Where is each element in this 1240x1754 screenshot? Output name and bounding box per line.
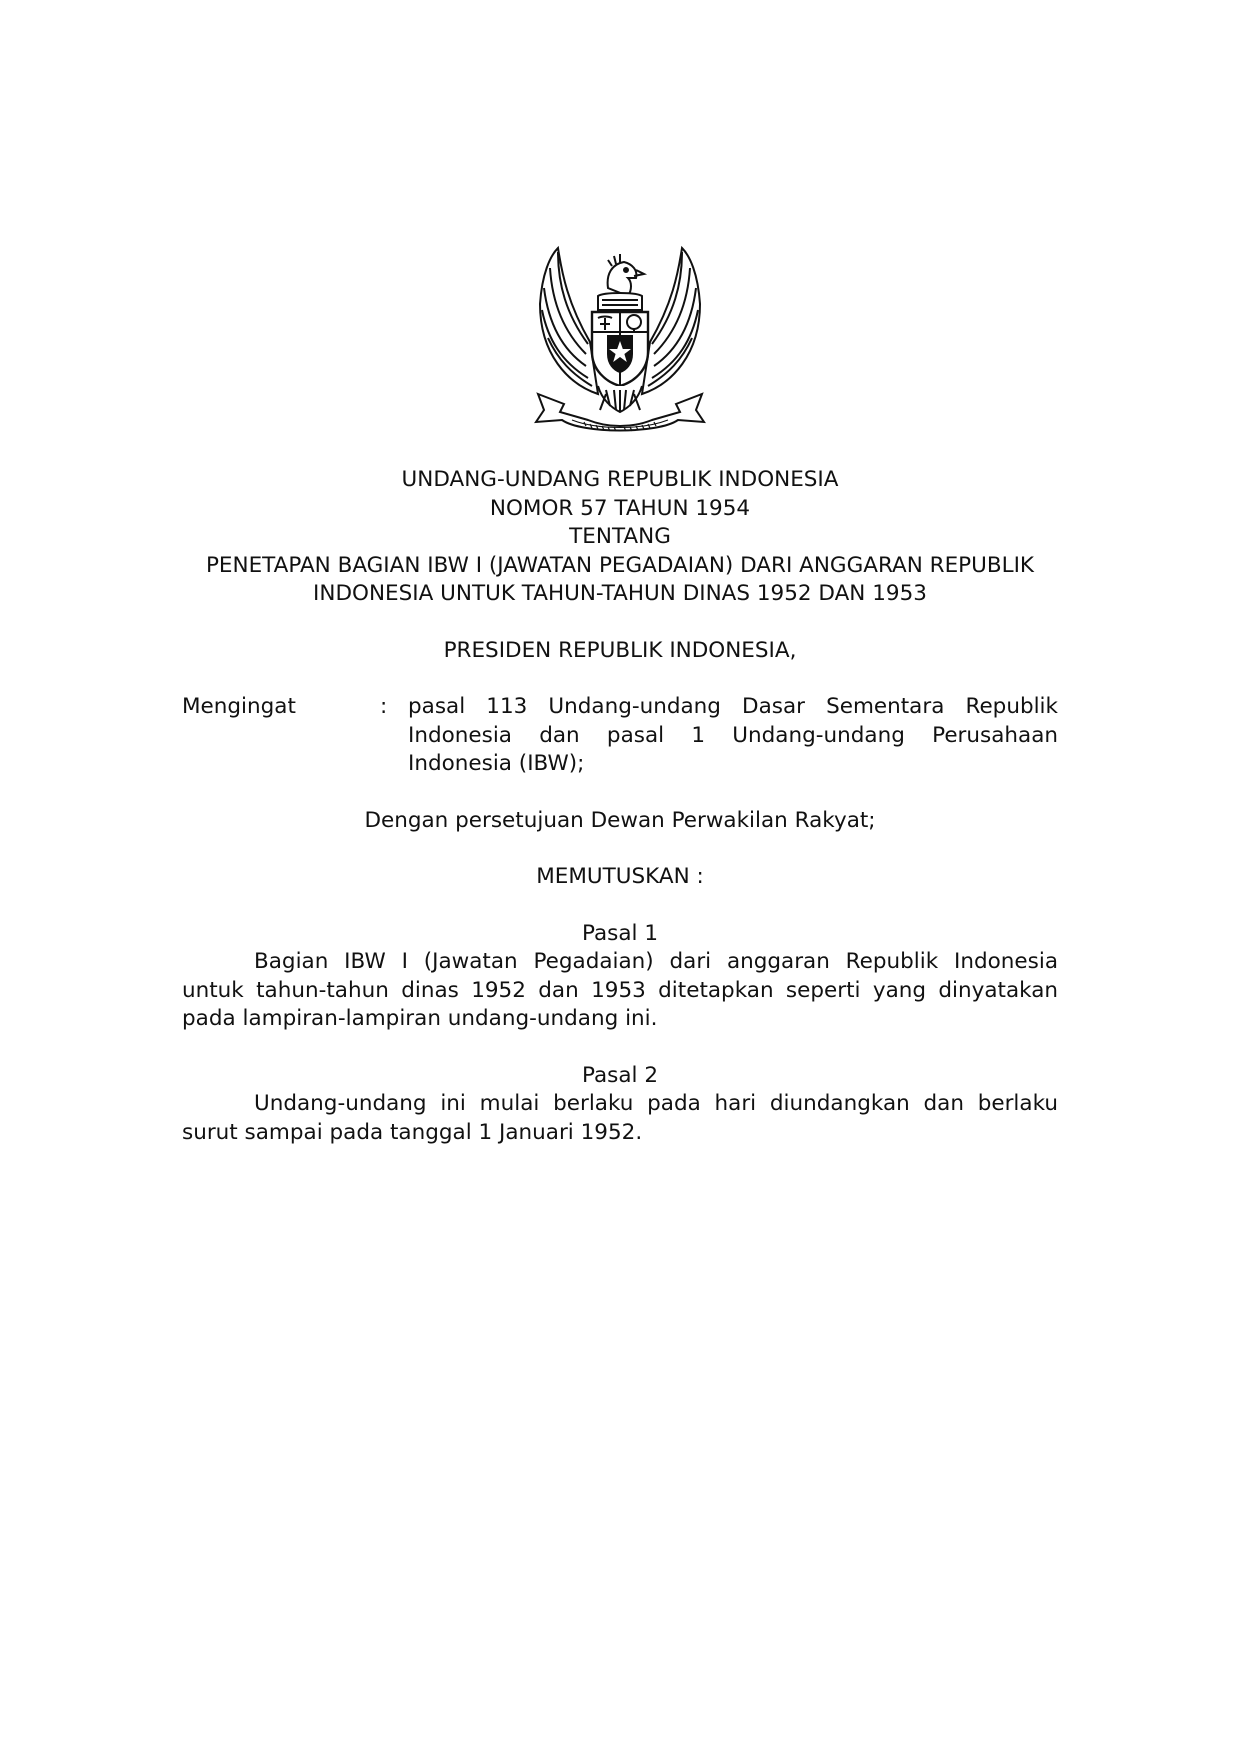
title-line: UNDANG-UNDANG REPUBLIK INDONESIA xyxy=(401,467,839,492)
persetujuan-line: Dengan persetujuan Dewan Perwakilan Rakyat; xyxy=(364,807,876,833)
pasal-heading: Pasal 1 xyxy=(581,920,659,946)
mengingat-body xyxy=(408,693,1058,779)
document-content xyxy=(182,466,1058,1147)
title-line: PENETAPAN BAGIAN IBW I (JAWATAN PEGADAIAN) DARI ANGGARAN REPUBLIK xyxy=(205,552,1035,578)
pasal-line: Bagian IBW I (Jawatan Pegadaian) dari anggaran Republik Indonesia xyxy=(254,949,1058,974)
mengingat-line: Indonesia (IBW); xyxy=(408,751,585,776)
mengingat-line: Indonesia dan pasal 1 Undang-undang Perusahaan xyxy=(408,722,1058,748)
title-block xyxy=(182,466,1058,609)
mengingat-clause xyxy=(182,693,1058,779)
title-line: NOMOR 57 TAHUN 1954 xyxy=(489,495,751,521)
mengingat-line: pasal 113 Undang-undang Dasar Sementara Republik xyxy=(408,694,1058,719)
memutuskan-heading: MEMUTUSKAN : xyxy=(536,864,704,889)
president-heading: PRESIDEN REPUBLIK INDONESIA, xyxy=(443,637,797,663)
pasal-2 xyxy=(182,1062,1058,1148)
pasal-line: surut sampai pada tanggal 1 Januari 1952. xyxy=(182,1119,643,1145)
title-line: TENTANG xyxy=(569,524,671,549)
pasal-line: untuk tahun-tahun dinas 1952 dan 1953 ditetapkan seperti yang dinyatakan xyxy=(182,977,1058,1003)
mengingat-colon: : xyxy=(380,694,388,719)
garuda-emblem-icon xyxy=(528,244,712,444)
pasal-heading: Pasal 2 xyxy=(581,1062,659,1088)
pasal-1 xyxy=(182,920,1058,1034)
pasal-line: Undang-undang ini mulai berlaku pada hari diundangkan dan berlaku xyxy=(254,1091,1058,1116)
title-line: INDONESIA UNTUK TAHUN-TAHUN DINAS 1952 DAN 1953 xyxy=(313,581,927,606)
mengingat-label: Mengingat xyxy=(182,694,296,719)
pasal-line: pada lampiran-lampiran undang-undang ini. xyxy=(182,1006,658,1031)
